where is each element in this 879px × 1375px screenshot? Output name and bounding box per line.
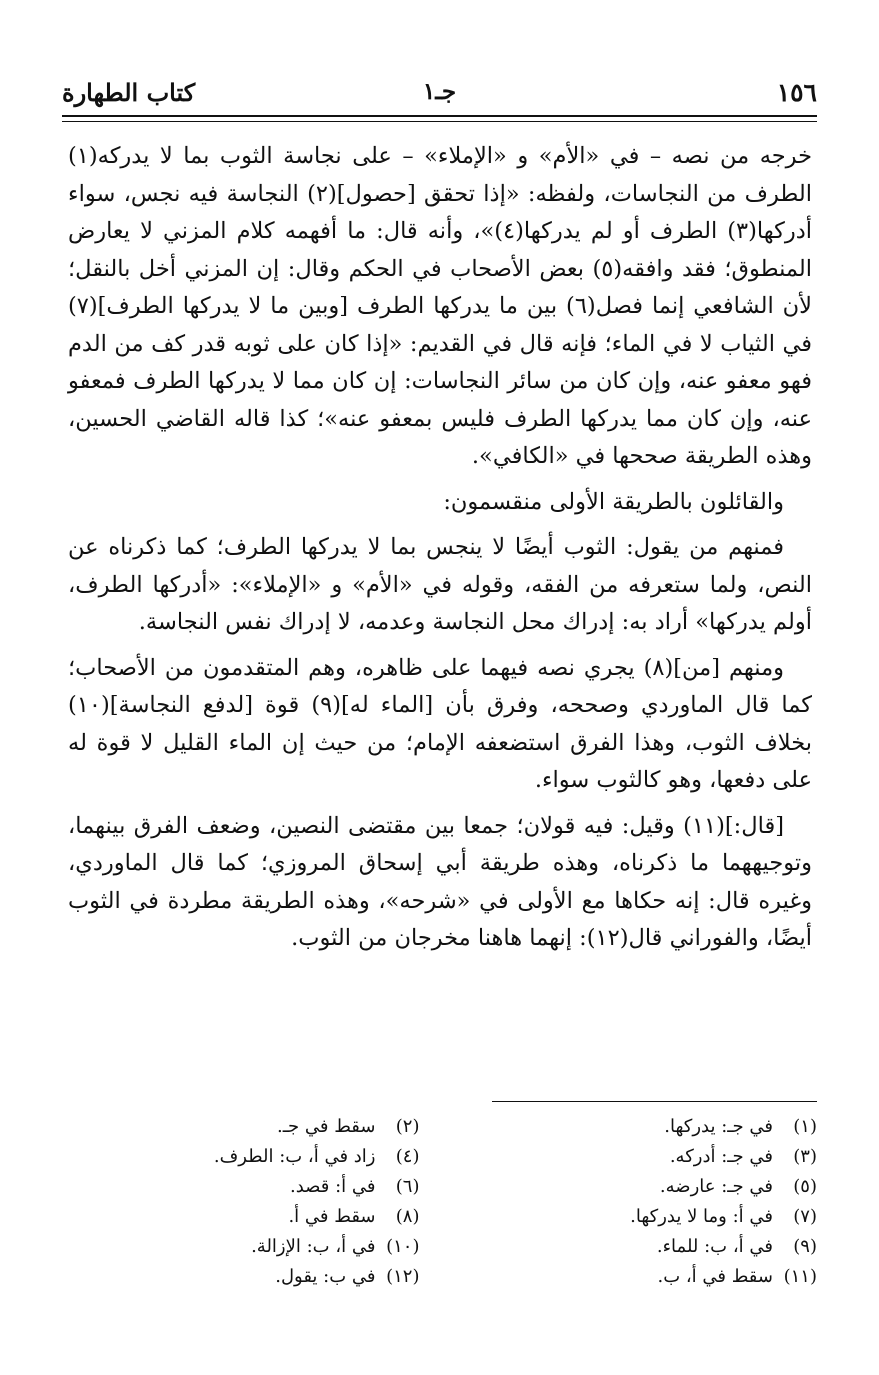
page-header: [62, 72, 817, 112]
footnote-text: في أ، ب: للماء.: [656, 1236, 773, 1257]
header-rule-thin: [62, 121, 817, 122]
volume-label: جـ١: [422, 78, 457, 105]
footnote-number: (١١): [783, 1266, 817, 1287]
page-number: ١٥٦: [776, 78, 817, 107]
footnote-number: (٣): [793, 1146, 817, 1167]
footnote-number: (١٠): [386, 1236, 420, 1257]
footnote-item: [62, 1112, 440, 1142]
footnote-text: في ب: يقول.: [275, 1266, 376, 1287]
footnote-number: (٦): [395, 1176, 420, 1197]
footnote-number: (٧): [793, 1206, 817, 1227]
footnote-text: في أ: وما لا يدركها.: [630, 1206, 773, 1227]
footnote-text: في جـ: يدركها.: [664, 1116, 773, 1137]
header-rule: [62, 115, 817, 117]
footnote-number: (٥): [793, 1176, 817, 1197]
footnote-text: في أ: قصد.: [290, 1176, 376, 1197]
footnote-text: في أ، ب: الإزالة.: [251, 1236, 376, 1257]
paragraph: ومنهم [من](٨) يجري نصه فيهما على ظاهره، وهم المتقدمون من الأصحاب؛ كما قال الماوردي وصححه، وفرق بأن [الماء له](٩) قوة [لدفع النجاسة](١٠) بخلاف الثوب، وهذا الفرق استضعفه الإمام؛ من حيث إن الماء القليل لا قوة له على دفعها، وهو كالثوب سواء.: [68, 654, 812, 793]
book-title: كتاب الطهارة: [62, 78, 196, 107]
footnote-number: (٤): [395, 1146, 420, 1167]
paragraph: خرجه من نصه – في «الأم» و «الإملاء» – على نجاسة الثوب بما لا يدركه(١) الطرف من النجاسات، ولفظه: «إذا تحقق [حصول](٢) النجاسة فيه نجس، سواء أدركها(٣) الطرف أو لم يدركها(٤)»، وأنه قال: ما أفهمه كلام المزني لا يعارض المنطوق؛ فقد وافقه(٥) بعض الأصحاب في الحكم وقال: إن المزني أخل بالنقل؛ لأن الشافعي إنما فصل(٦) بين ما يدركها الطرف [وبين ما لا يدركها الطرف](٧) في الثياب لا في الماء؛ فإنه قال في القديم: «إذا كان على ثوبه قدر كف من الدم فهو معفو عنه، وإن كان من سائر النجاسات: إن كان مما لا يدركها الطرف فمعفو عنه، وإن كان مما يدركها الطرف فليس بمعفو عنه»؛ كذا قاله القاضي الحسين، وهذه الطريقة صححها في «الكافي».: [68, 143, 813, 469]
paragraph: فمنهم من يقول: الثوب أيضًا لا ينجس بما لا يدركها الطرف؛ كما ذكرناه عن النص، ولما ستعرفه من الفقه، وقوله في «الأم» و «الإملاء»: «أدركها الطرف، أولم يدركها» أراد به: إدراك محل النجاسة وعدمه، لا إدراك نفس النجاسة.: [68, 534, 812, 635]
footnote-number: (٩): [793, 1236, 817, 1257]
footnote-text: سقط في أ.: [288, 1206, 376, 1227]
footnote-text: في جـ: عارضه.: [659, 1176, 773, 1197]
footnote-item: [440, 1112, 818, 1142]
footnote-item: [62, 1202, 440, 1232]
footnote-item: [440, 1202, 818, 1232]
footnote-item: [62, 1142, 440, 1172]
footnotes: [62, 1112, 817, 1292]
footnote-rule: [492, 1101, 817, 1102]
footnote-item: [62, 1232, 440, 1262]
footnote-item: [62, 1172, 440, 1202]
footnote-number: (١٢): [386, 1266, 420, 1287]
footnote-item: [440, 1142, 818, 1172]
main-text: [68, 138, 812, 966]
footnote-item: [62, 1262, 440, 1292]
footnote-item: [440, 1232, 818, 1262]
paragraph: والقائلون بالطريقة الأولى منقسمون:: [443, 488, 784, 515]
footnote-text: سقط في أ، ب.: [657, 1266, 773, 1287]
footnote-number: (١): [793, 1116, 817, 1137]
paragraph: [قال:](١١) وقيل: فيه قولان؛ جمعا بين مقتضى النصين، وضعف الفرق بينهما، وتوجيههما ما ذكرناه، وهذه طريقة أبي إسحاق المروزي؛ كما قال الماوردي، وغيره قال: إنه حكاها مع الأولى في «شرحه»، وهذه الطريقة مطردة في الثوب أيضًا، والفوراني قال(١٢): إنهما هاهنا مخرجان من الثوب.: [68, 812, 812, 951]
footnote-text: زاد في أ، ب: الطرف.: [213, 1146, 376, 1167]
footnote-item: [440, 1262, 818, 1292]
footnote-number: (٢): [395, 1116, 420, 1137]
footnote-number: (٨): [395, 1206, 420, 1227]
footnote-item: [440, 1172, 818, 1202]
footnote-text: سقط في جـ.: [277, 1116, 376, 1137]
footnote-text: في جـ: أدركه.: [669, 1146, 773, 1167]
